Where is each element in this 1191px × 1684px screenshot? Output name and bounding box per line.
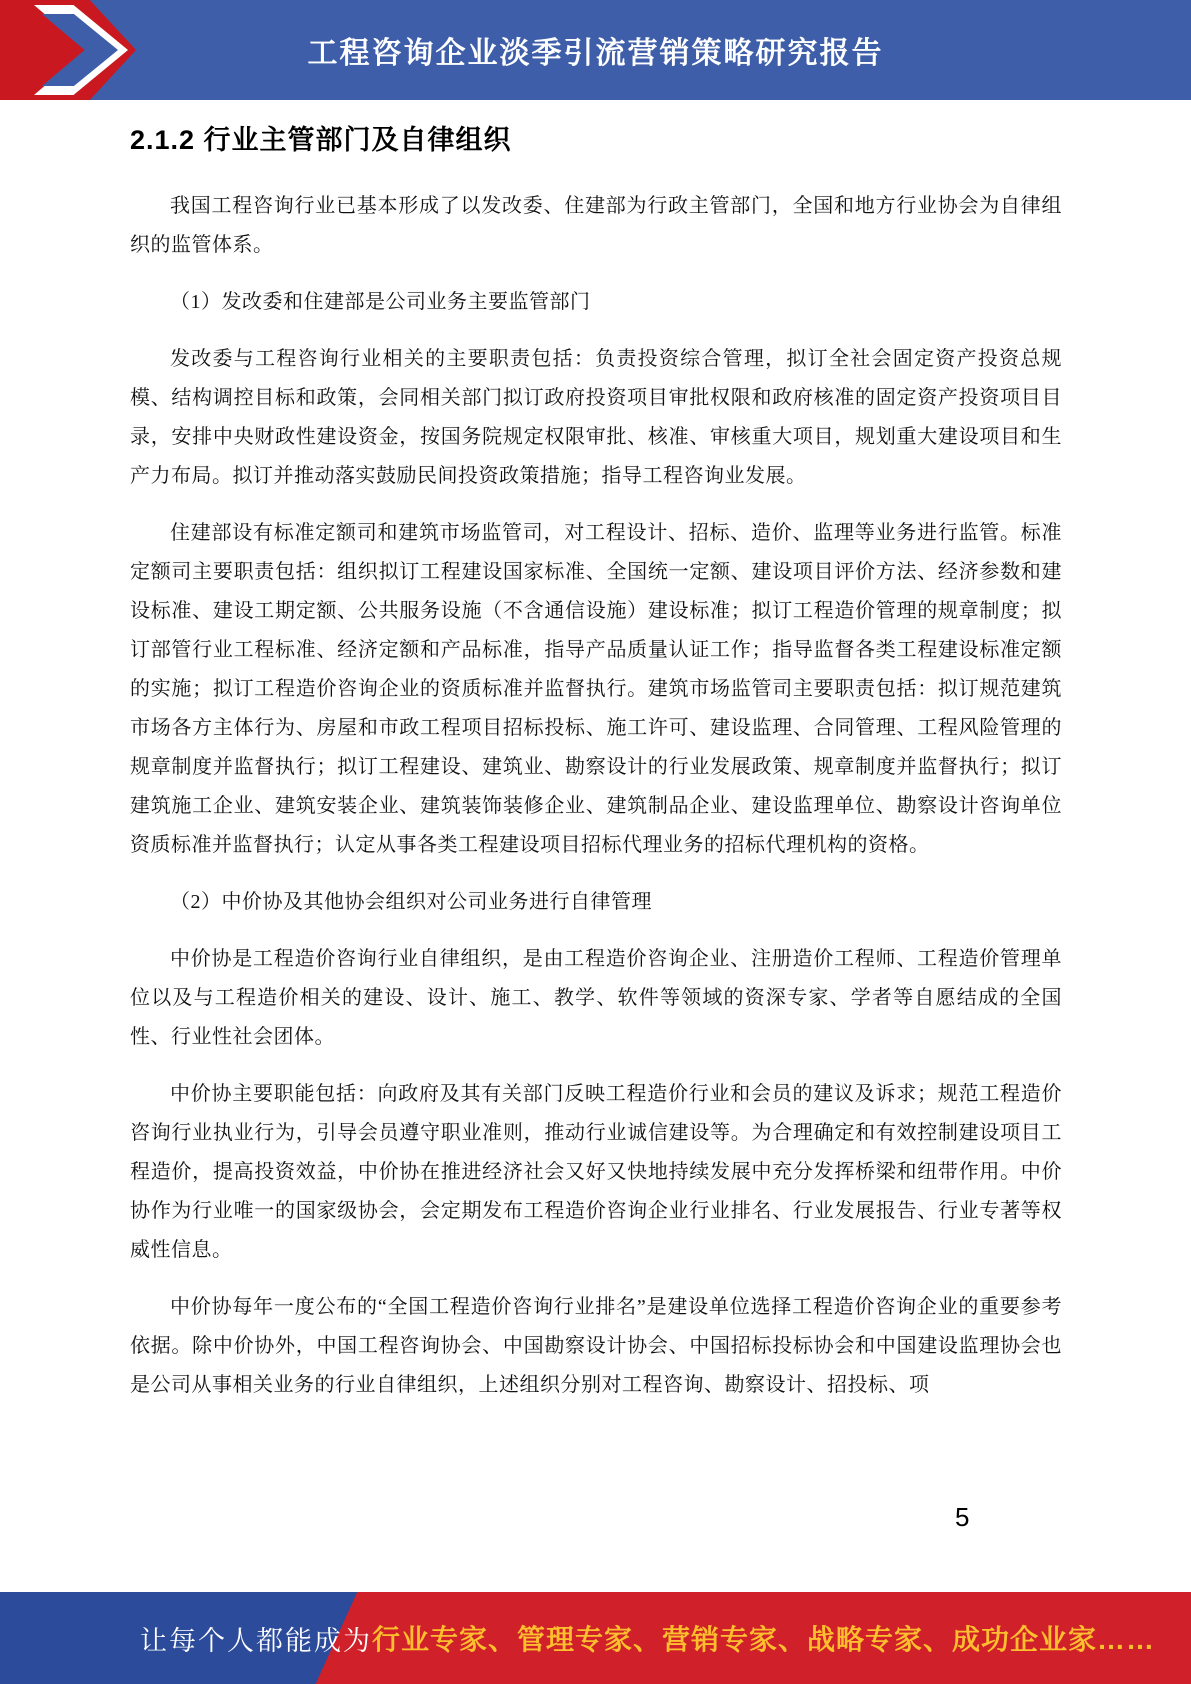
body-paragraph: 住建部设有标准定额司和建筑市场监管司，对工程设计、招标、造价、监理等业务进行监管。标准定额司主要职责包括：组织拟订工程建设国家标准、全国统一定额、建设项目评价方法、经济参数和建设标准、建设工期定额、公共服务设施（不含通信设施）建设标准；拟订工程造价管理的规章制度；拟订部管行业工程标准、经济定额和产品标准，指导产品质量认证工作；指导监督各类工程建设标准定额的实施；拟订工程造价咨询企业的资质标准并监督执行。建筑市场监管司主要职责包括：拟订规范建筑市场各方主体行为、房屋和市政工程项目招标投标、施工许可、建设监理、合同管理、工程风险管理的规章制度并监督执行；拟订工程建设、建筑业、勘察设计的行业发展政策、规章制度并监督执行；拟订建筑施工企业、建筑安装企业、建筑装饰装修企业、建筑制品企业、建设监理单位、勘察设计咨询单位资质标准并监督执行；认定从事各类工程建设项目招标代理业务的招标代理机构的资格。 xyxy=(130,522,1062,856)
body-paragraph: 中价协主要职能包括：向政府及其有关部门反映工程造价行业和会员的建议及诉求；规范工程造价咨询行业执业行为，引导会员遵守职业准则，推动行业诚信建设等。为合理确定和有效控制建设项目工程造价，提高投资效益，中价协在推进经济社会又好又快地持续发展中充分发挥桥梁和纽带作用。中价协作为行业唯一的国家级协会，会定期发布工程造价咨询企业行业排名、行业发展报告、行业专著等权威性信息。 xyxy=(130,1083,1062,1261)
page-header xyxy=(0,0,1191,100)
body-paragraph: 我国工程咨询行业已基本形成了以发改委、住建部为行政主管部门，全国和地方行业协会为自律组织的监管体系。 xyxy=(130,195,1062,256)
body-paragraph: 发改委与工程咨询行业相关的主要职责包括：负责投资综合管理，拟订全社会固定资产投资总规模、结构调控目标和政策，会同相关部门拟订政府投资项目审批权限和政府核准的固定资产投资项目目录，安排中央财政性建设资金，按国务院规定权限审批、核准、审核重大项目，规划重大建设项目和生产力布局。拟订并推动落实鼓励民间投资政策措施；指导工程咨询业发展。 xyxy=(130,348,1062,487)
section-heading: 2.1.2 行业主管部门及自律组织 xyxy=(130,125,512,155)
numbered-subheading: （2）中价协及其他协会组织对公司业务进行自律管理 xyxy=(170,891,652,913)
body-paragraph: 中价协每年一度公布的“全国工程造价咨询行业排名”是建设单位选择工程造价咨询企业的重要参考依据。除中价协外，中国工程咨询协会、中国勘察设计协会、中国招标投标协会和中国建设监理协会也是公司从事相关业务的行业自律组织，上述组织分别对工程咨询、勘察设计、招投标、项 xyxy=(130,1296,1062,1396)
document-body xyxy=(130,118,1062,1423)
page-footer xyxy=(0,1592,1191,1684)
footer-slogan-right: 行业专家、管理专家、营销专家、战略专家、成功企业家…… xyxy=(372,1624,1156,1655)
numbered-subheading: （1）发改委和住建部是公司业务主要监管部门 xyxy=(170,291,591,313)
report-title: 工程咨询企业淡季引流营销策略研究报告 xyxy=(307,37,884,70)
page-number: 5 xyxy=(955,1502,970,1532)
footer-slogan-left: 让每个人都能成为 xyxy=(140,1625,372,1656)
body-paragraph: 中价协是工程造价咨询行业自律组织，是由工程造价咨询企业、注册造价工程师、工程造价管理单位以及与工程造价相关的建设、设计、施工、教学、软件等领域的资深专家、学者等自愿结成的全国性、行业性社会团体。 xyxy=(130,948,1062,1048)
